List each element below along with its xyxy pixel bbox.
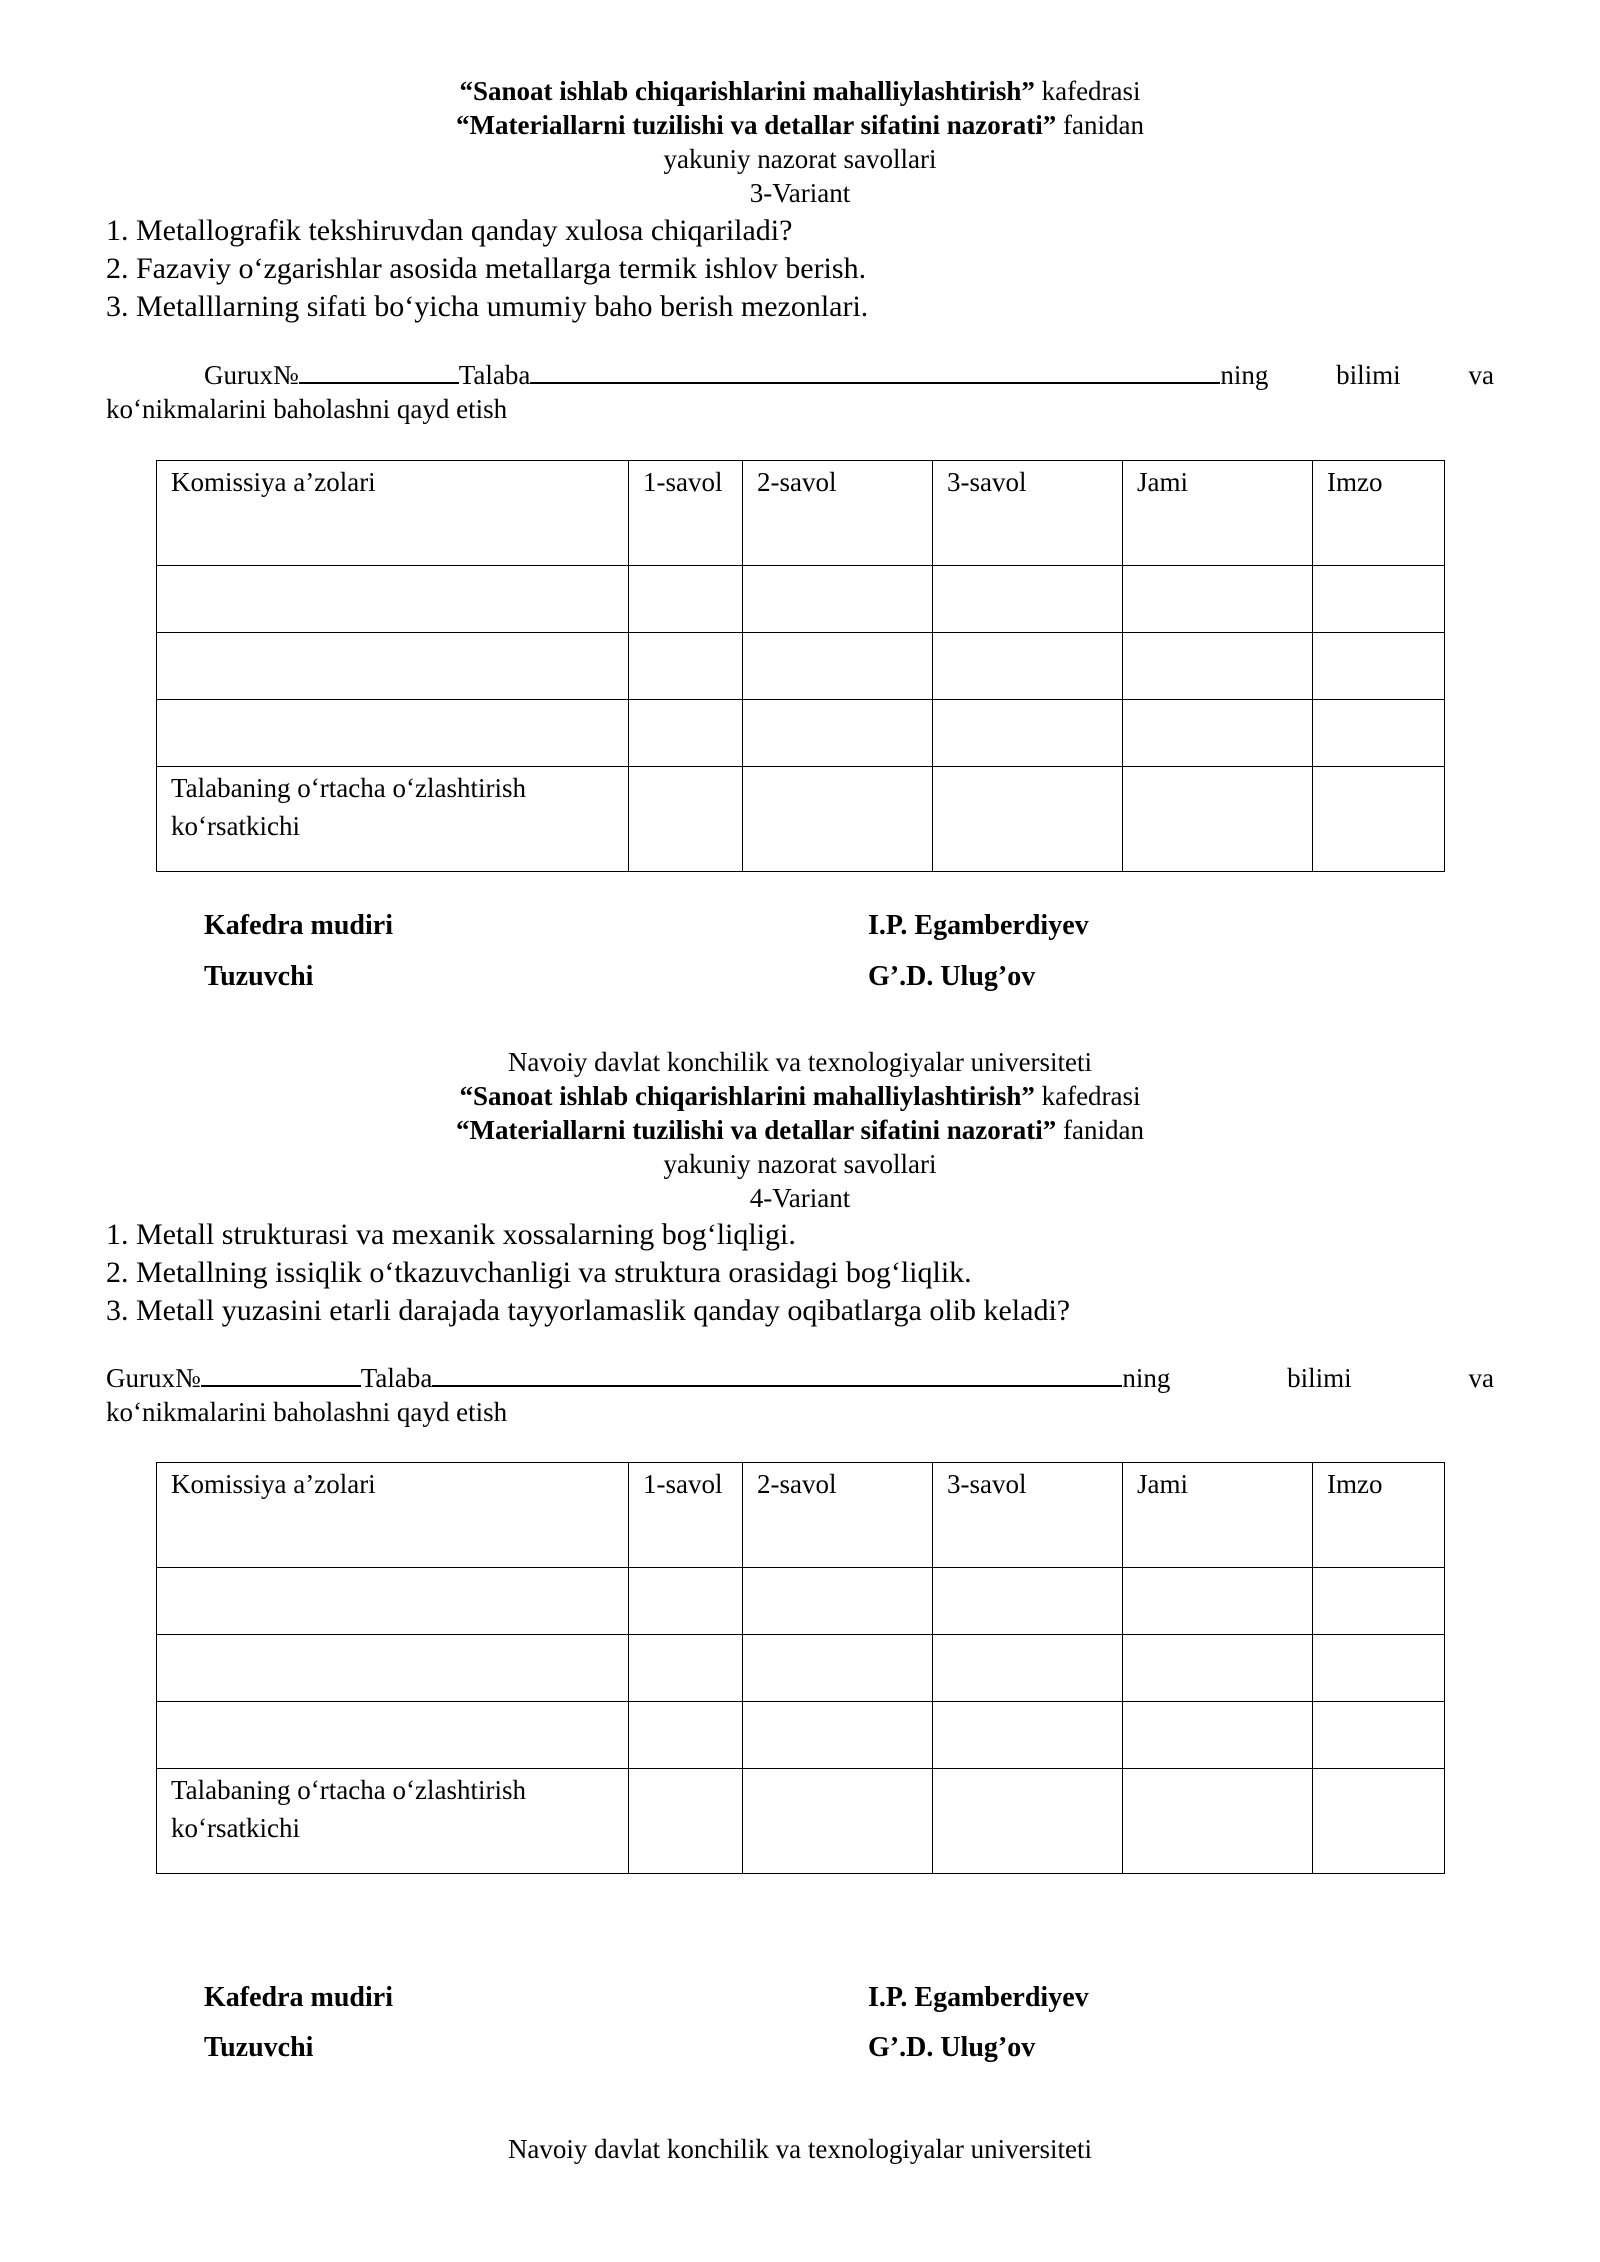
table-cell[interactable] [743,1635,933,1702]
table-cell[interactable] [629,1769,743,1874]
va-label: va [1468,360,1494,390]
table-row [157,1702,1445,1769]
variant3-line2: ko‘nikmalarini baholashni qayd etish [106,394,508,424]
variant4-grade-table [156,1462,1445,1874]
average-label: Talabaning o‘rtacha o‘zlashtirish ko‘rsatkichi [157,1769,629,1874]
table-cell[interactable] [629,767,743,872]
table-cell[interactable] [157,566,629,633]
exam-title: yakuniy nazorat savollari [663,1149,937,1179]
variant3-grade-table [156,460,1445,872]
table-cell[interactable] [1123,1635,1313,1702]
group-blank[interactable] [299,358,459,384]
table-cell[interactable] [157,1635,629,1702]
header-q2: 2-savol [743,1463,933,1568]
table-cell[interactable] [1123,566,1313,633]
variant4-student-line [106,1361,1494,1395]
table-cell[interactable] [743,633,933,700]
dept-suffix: kafedrasi [1034,76,1141,106]
table-cell[interactable] [629,700,743,767]
group-label: Gurux№ [106,1363,201,1393]
head-title: Kafedra mudiri [204,910,393,941]
dept-suffix: kafedrasi [1034,1081,1141,1111]
header-signature: Imzo [1313,1463,1445,1568]
va-label: va [1468,1363,1494,1393]
table-row [157,633,1445,700]
bilimi-label: bilimi [1287,1363,1352,1393]
table-average-row [157,767,1445,872]
footer-university: Navoiy davlat konchilik va texnologiyalar universiteti [507,2134,1093,2164]
table-cell[interactable] [1123,767,1313,872]
table-cell[interactable] [743,1568,933,1635]
table-cell[interactable] [1123,1769,1313,1874]
table-cell[interactable] [157,1568,629,1635]
bilimi-label: bilimi [1336,360,1401,390]
table-cell[interactable] [933,1702,1123,1769]
ning-label: ning [1122,1363,1171,1393]
author-title: Tuzuvchi [204,2032,314,2063]
table-average-row [157,1769,1445,1874]
table-header-row [157,461,1445,566]
header-q3: 3-savol [933,461,1123,566]
head-name: I.P. Egamberdiyev [868,1982,1089,2013]
table-cell[interactable] [157,700,629,767]
table-header-row [157,1463,1445,1568]
table-cell[interactable] [1313,566,1445,633]
subject-suffix: fanidan [1056,110,1144,140]
header-signature: Imzo [1313,461,1445,566]
ning-label: ning [1220,360,1269,390]
table-cell[interactable] [933,700,1123,767]
header-total: Jami [1123,1463,1313,1568]
table-cell[interactable] [743,767,933,872]
question-item: 2. Metallning issiqlik o‘tkazuvchanligi va struktura orasidagi bog‘liqlik. [106,1256,972,1289]
table-row [157,1568,1445,1635]
table-cell[interactable] [743,700,933,767]
subject-name: “Materiallarni tuzilishi va detallar sifatini nazorati” [456,1115,1057,1145]
table-cell[interactable] [933,767,1123,872]
table-cell[interactable] [933,633,1123,700]
table-cell[interactable] [157,633,629,700]
header-total: Jami [1123,461,1313,566]
head-title: Kafedra mudiri [204,1982,393,2013]
table-cell[interactable] [1313,700,1445,767]
table-cell[interactable] [1313,1635,1445,1702]
question-item: 2. Fazaviy o‘zgarishlar asosida metallarga termik ishlov berish. [106,252,867,285]
table-cell[interactable] [1313,1769,1445,1874]
table-cell[interactable] [629,633,743,700]
variant-title: 3-Variant [749,178,851,208]
table-row [157,566,1445,633]
table-cell[interactable] [1313,1702,1445,1769]
header-q1: 1-savol [629,461,743,566]
header-commission: Komissiya a’zolari [157,1463,629,1568]
question-item: 3. Metall yuzasini etarli darajada tayyorlamaslik qanday oqibatlarga olib keladi? [106,1294,1071,1327]
subject-name: “Materiallarni tuzilishi va detallar sifatini nazorati” [456,110,1057,140]
variant4-line2: ko‘nikmalarini baholashni qayd etish [106,1397,508,1427]
table-cell[interactable] [629,1702,743,1769]
variant3-questions [106,212,1506,326]
header-commission: Komissiya a’zolari [157,461,629,566]
question-item: 1. Metallografik tekshiruvdan qanday xulosa chiqariladi? [106,214,793,247]
variant4-questions [106,1216,1506,1330]
table-cell[interactable] [1313,1568,1445,1635]
student-label: Talaba [360,1363,433,1393]
student-label: Talaba [458,360,531,390]
table-cell[interactable] [743,1702,933,1769]
author-title: Tuzuvchi [204,961,314,992]
variant-title: 4-Variant [749,1183,851,1213]
table-cell[interactable] [1123,633,1313,700]
dept-name: “Sanoat ishlab chiqarishlarini mahalliylashtirish” [459,76,1035,106]
student-name-blank[interactable] [530,358,1220,384]
table-cell[interactable] [933,1769,1123,1874]
author-name: G’.D. Ulug’ov [868,961,1036,992]
university-name: Navoiy davlat konchilik va texnologiyalar universiteti [507,1047,1093,1077]
table-cell[interactable] [629,566,743,633]
subject-suffix: fanidan [1056,1115,1144,1145]
student-name-blank[interactable] [432,1361,1122,1387]
table-cell[interactable] [1313,767,1445,872]
table-cell[interactable] [933,1635,1123,1702]
table-cell[interactable] [743,1769,933,1874]
header-q3: 3-savol [933,1463,1123,1568]
header-q1: 1-savol [629,1463,743,1568]
table-cell[interactable] [1123,1568,1313,1635]
table-row [157,700,1445,767]
table-cell[interactable] [1123,1702,1313,1769]
average-label: Talabaning o‘rtacha o‘zlashtirish ko‘rsatkichi [157,767,629,872]
table-cell[interactable] [157,1702,629,1769]
author-name: G’.D. Ulug’ov [868,2032,1036,2063]
variant4-header [0,1045,1600,1215]
dept-name: “Sanoat ishlab chiqarishlarini mahalliylashtirish” [459,1081,1035,1111]
table-cell[interactable] [933,566,1123,633]
question-item: 1. Metall strukturasi va mexanik xossalarning bog‘liqligi. [106,1218,796,1251]
variant3-student-line [106,358,1494,392]
table-cell[interactable] [1123,700,1313,767]
table-cell[interactable] [933,1568,1123,1635]
group-blank[interactable] [201,1361,361,1387]
exam-title: yakuniy nazorat savollari [663,144,937,174]
header-q2: 2-savol [743,461,933,566]
table-cell[interactable] [743,566,933,633]
variant3-header [0,74,1600,210]
head-name: I.P. Egamberdiyev [868,910,1089,941]
table-cell[interactable] [1313,633,1445,700]
table-cell[interactable] [629,1635,743,1702]
table-row [157,1635,1445,1702]
group-label: Gurux№ [204,360,299,390]
question-item: 3. Metalllarning sifati bo‘yicha umumiy baho berish mezonlari. [106,290,869,323]
table-cell[interactable] [629,1568,743,1635]
